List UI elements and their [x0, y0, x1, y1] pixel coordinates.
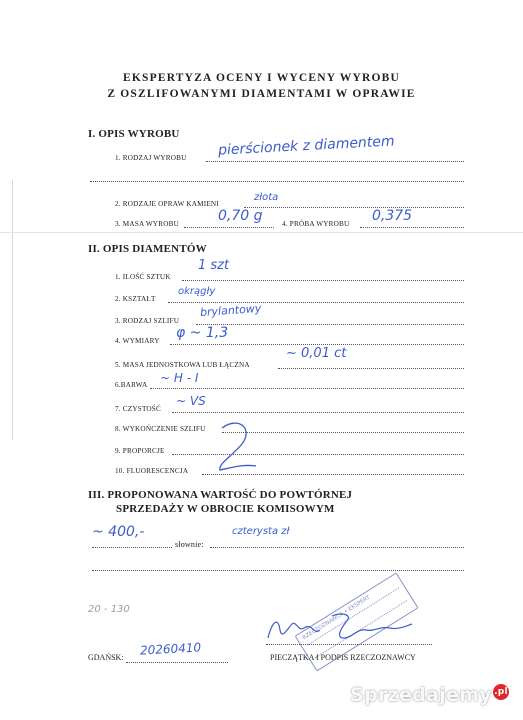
stamp-text: RZECZOZNAWCA • EKSPERT — [301, 594, 372, 642]
section2-heading: II. OPIS DIAMENTÓW — [88, 243, 207, 255]
line-amount — [92, 547, 172, 548]
label-slownie: słownie: — [175, 540, 204, 549]
value-masa-wyrobu: 0,70 g — [218, 208, 263, 224]
section3-heading-line2: SPRZEDAŻY W OBROCIE KOMISOWYM — [116, 503, 335, 515]
value-masa-jednostkowa: ~ 0,01 ct — [286, 346, 347, 361]
line-date — [126, 662, 228, 663]
value-rodzaj-wyrobu: pierścionek z diamentem — [217, 133, 395, 159]
line-ksztalt — [168, 302, 464, 303]
label-ilosc-sztuk: 1. ILOŚĆ SZTUK — [115, 273, 171, 281]
paper-fold-line — [0, 232, 523, 233]
label-masa-jednostkowa: 5. MASA JEDNOSTKOWA LUB ŁĄCZNA — [115, 361, 250, 369]
pencil-note: 20 - 130 — [88, 604, 130, 615]
value-ksztalt: okrągły — [178, 286, 216, 297]
value-rodzaj-szlifu: brylantowy — [199, 301, 262, 320]
label-fluorescencja: 10. FLUORESCENCJA — [115, 467, 189, 475]
label-stamp-signature: PIECZĄTKA I PODPIS RZECZOZNAWCY — [270, 653, 416, 662]
line-ilosc-sztuk — [182, 280, 464, 281]
document-title-line2: Z OSZLIFOWANYMI DIAMENTAMI W OPRAWIE — [107, 88, 416, 100]
label-gdansk: GDAŃSK: — [88, 653, 124, 662]
label-wymiary: 4. WYMIARY — [115, 337, 160, 345]
line-rodzaj-wyrobu-cont — [90, 181, 464, 182]
label-czystosc: 7. CZYSTOŚĆ — [115, 405, 162, 413]
value-rodzaje-opraw: złota — [254, 192, 279, 203]
section3-heading-line1: III. PROPONOWANA WARTOŚĆ DO POWTÓRNEJ — [88, 489, 353, 501]
line-proba-wyrobu — [360, 227, 464, 228]
value-amount: ~ 400,- — [92, 524, 145, 540]
line-rodzaj-szlifu — [196, 324, 464, 325]
line-masa-jednostkowa — [278, 368, 464, 369]
line-czystosc — [172, 412, 464, 413]
value-czystosc: ~ VS — [176, 394, 206, 408]
label-proba-wyrobu: 4. PRÓBA WYROBU — [282, 220, 350, 228]
label-barwa: 6.BARWA — [115, 381, 148, 389]
label-masa-wyrobu: 3. MASA WYROBU — [115, 220, 179, 228]
line-masa-wyrobu — [184, 227, 274, 228]
label-wykonczenie-szlifu: 8. WYKOŃCZENIE SZLIFU — [115, 425, 206, 433]
strike-mark — [208, 418, 268, 478]
value-barwa: ~ H - I — [160, 371, 199, 385]
watermark-logo — [350, 684, 509, 706]
watermark-text: Sprzedajemy — [350, 684, 492, 706]
line-rodzaje-opraw — [244, 207, 464, 208]
line-wymiary — [170, 344, 464, 345]
watermark-badge: .pl — [493, 684, 509, 700]
value-date: 20260410 — [139, 640, 202, 658]
line-rodzaj-wyrobu — [206, 161, 464, 162]
label-ksztalt: 2. KSZTAŁT — [115, 295, 156, 303]
value-wymiary: φ ~ 1,3 — [176, 325, 229, 341]
value-ilosc-sztuk: 1 szt — [198, 258, 230, 273]
signature-icon — [262, 608, 422, 648]
section1-heading: I. OPIS WYROBU — [88, 128, 180, 140]
label-proporcje: 9. PROPORCJE — [115, 447, 165, 455]
document-title-line1: EKSPERTYZA OCENY I WYCENY WYROBU — [123, 72, 400, 84]
scan-edge-shadow — [12, 180, 13, 440]
label-rodzaje-opraw: 2. RODZAJE OPRAW KAMIENI — [115, 200, 219, 208]
line-barwa — [150, 388, 464, 389]
line-slownie-cont — [92, 570, 464, 571]
line-slownie — [210, 547, 464, 548]
label-rodzaj-wyrobu: 1. RODZAJ WYROBU — [115, 154, 187, 162]
value-proba-wyrobu: 0,375 — [372, 208, 413, 224]
value-slownie: czterysta zł — [232, 526, 290, 537]
label-rodzaj-szlifu: 3. RODZAJ SZLIFU — [115, 317, 180, 325]
